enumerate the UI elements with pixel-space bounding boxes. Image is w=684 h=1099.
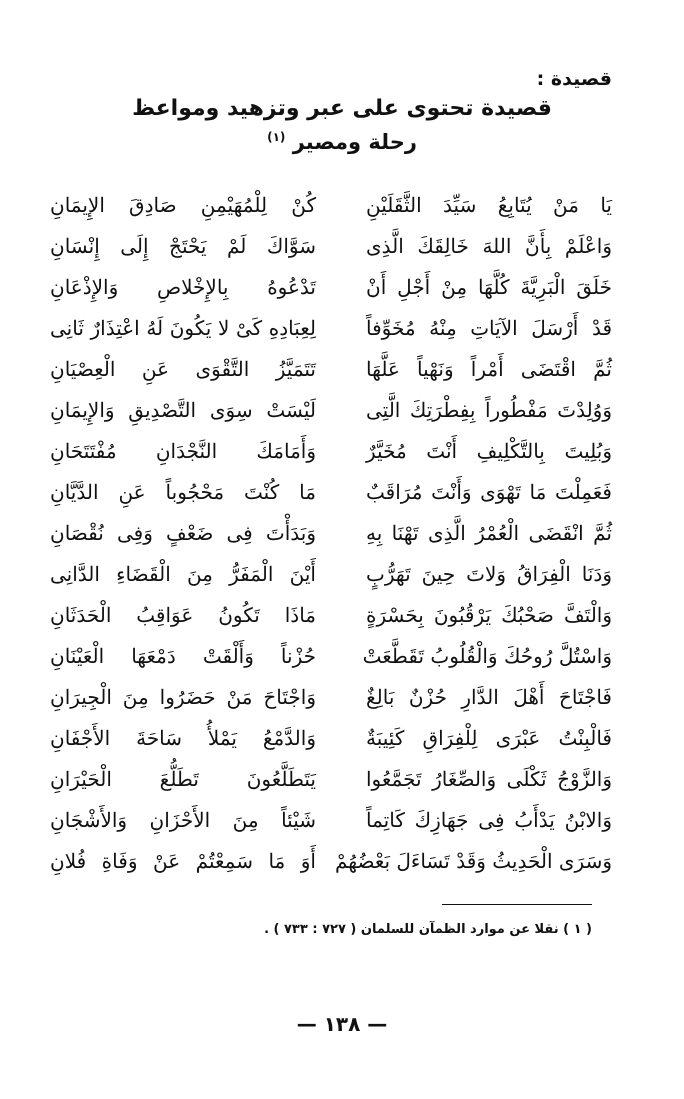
verse-first-hemistich: فَالْبِنْتُ عَبْرَى لِلْفِرَاقِ كَئِيبَةٌ xyxy=(366,726,612,750)
footnote-marker: (١) xyxy=(267,130,286,144)
verse-first-hemistich: وَالابْنُ يَدْأَبُ فِى جَهَازِكَ كَاتِماً xyxy=(366,808,612,832)
verse-line xyxy=(50,554,612,595)
verse-second-hemistich: أَيْنَ الْمَفَرُّ مِنَ الْقَضَاءِ الدَّانِى xyxy=(50,562,316,586)
subtitle-text: رحلة ومصير xyxy=(292,130,417,154)
section-label: قصيدة : xyxy=(536,68,612,90)
verse-second-hemistich: مَا كُنْتَ مَحْجُوباً عَنِ الدَّيَّانِ xyxy=(50,480,316,504)
verse-line xyxy=(50,718,612,759)
verse-first-hemistich: قَدْ أَرْسَلَ الآيَاتِ مِنْهُ مُخَوِّفاً xyxy=(366,316,612,340)
verse-line xyxy=(50,390,612,431)
verse-line xyxy=(50,349,612,390)
footnote-divider xyxy=(442,904,592,905)
verse-line xyxy=(50,595,612,636)
verse-second-hemistich: لِعِبَادِهِ كَىْ لا يَكُونَ لَهُ اعْتِذَارٌ ثَانِى xyxy=(50,316,316,340)
verse-first-hemistich: وَاسْتُلَّ رُوحُكَ وَالْقُلُوبُ تَقَطَّعَتْ xyxy=(362,644,612,668)
verse-line xyxy=(50,513,612,554)
verse-first-hemistich: وَوُلِدْتَ مَفْطُوراً بِفِطْرَتِكَ الَّتِى xyxy=(366,398,612,422)
page-number: — ١٣٨ — xyxy=(296,1012,388,1036)
verse-first-hemistich: يَا مَنْ يُتَابِعُ سَيِّدَ الثَّقَلَيْنِ xyxy=(366,193,612,217)
verse-first-hemistich: خَلَقَ الْبَرِيَّةَ كُلَّهَا مِنْ أَجْلِ أَنْ xyxy=(366,275,612,299)
verse-first-hemistich: وَسَرَى الْحَدِيثُ وَقَدْ تَسَاءَلَ بَعْضُهُمْ xyxy=(334,849,612,873)
verse-second-hemistich: تَتَمَيَّزُ التَّقْوَى عَنِ الْعِصْيَانِ xyxy=(50,357,316,381)
verse-second-hemistich: لَيْسَتْ سِوَى التَّصْدِيقِ وَالإِيمَانِ xyxy=(50,398,316,422)
verse-second-hemistich: حُزْناً وَأَلْقَتْ دَمْعَهَا الْعَيْنَانِ xyxy=(50,644,316,668)
verse-second-hemistich: أَوَ مَا سَمِعْتُمْ عَنْ وَفَاةِ فُلانِ xyxy=(50,849,316,873)
verse-line xyxy=(50,472,612,513)
footnote: ( ١ ) نقلا عن موارد الظمآن للسلمان ( ٧٢٧ : ٧٣٣ ) . xyxy=(264,922,592,937)
verse-second-hemistich: كُنْ لِلْمُهَيْمِنِ صَادِقَ الإِيمَانِ xyxy=(50,193,316,217)
verse-first-hemistich: فَعَمِلْتَ مَا تَهْوَى وَأَنْتَ مُرَاقَبٌ xyxy=(366,480,612,504)
verse-first-hemistich: ثُمَّ انْقَضَى الْعُمْرُ الَّذِى تَهْنَا بِهِ xyxy=(366,521,612,545)
verse-first-hemistich: فَاجْتَاحَ أَهْلَ الدَّارِ حُزْنٌ بَالِغٌ xyxy=(366,685,612,709)
poem-subtitle xyxy=(0,130,684,154)
verse-line xyxy=(50,431,612,472)
verse-second-hemistich: وَالدَّمْعُ يَمْلأُ سَاحَةَ الأَجْفَانِ xyxy=(50,726,316,750)
verse-line xyxy=(50,636,612,677)
verse-line xyxy=(50,759,612,800)
verse-second-hemistich: تَدْعُوهُ بِالإِخْلاصِ وَالإِذْعَانِ xyxy=(50,275,316,299)
verse-first-hemistich: وَاعْلَمْ بِأَنَّ اللهَ خَالِقَكَ الَّذِى xyxy=(366,234,612,258)
verse-first-hemistich: وَدَنَا الْفِرَاقُ وَلاتَ حِينَ تَهَرُّبٍ xyxy=(366,562,612,586)
verse-line xyxy=(50,800,612,841)
verse-first-hemistich: وَبُلِيتَ بِالتَّكْلِيفِ أَنْتَ مُخَيَّرٌ xyxy=(366,439,612,463)
verse-first-hemistich: ثُمَّ اقْتَضَى أَمْراً وَنَهْياً عَلَّهَا xyxy=(366,357,612,381)
verse-second-hemistich: وَأَمَامَكَ النَّجْدَانِ مُفْتَتَحَانِ xyxy=(50,439,316,463)
verse-line xyxy=(50,677,612,718)
verse-line xyxy=(50,185,612,226)
verse-line xyxy=(50,308,612,349)
verse-second-hemistich: سَوَّاكَ لَمْ يَحْتَجْ إِلَى إِنْسَانِ xyxy=(50,234,316,258)
verse-line xyxy=(50,267,612,308)
verse-first-hemistich: وَالْتَفَّ صَحْبُكَ يَرْقُبُونَ بِحَسْرَةٍ xyxy=(366,603,612,627)
poem-body xyxy=(50,185,612,882)
poem-title: قصيدة تحتوى على عبر وتزهيد ومواعظ xyxy=(132,96,552,121)
verse-line xyxy=(50,226,612,267)
verse-second-hemistich: وَاجْتَاحَ مَنْ حَضَرُوا مِنَ الْجِيرَانِ xyxy=(50,685,316,709)
verse-second-hemistich: شَيْئاً مِنَ الأَحْزَانِ وَالأَشْجَانِ xyxy=(50,808,316,832)
verse-line xyxy=(50,841,612,882)
verse-second-hemistich: مَاذَا تَكُونُ عَوَاقِبُ الْحَدَثَانِ xyxy=(50,603,316,627)
verse-second-hemistich: يَتَطَلَّعُونَ تَطَلُّعَ الْحَيْرَانِ xyxy=(50,767,316,791)
verse-second-hemistich: وَبَدَأْتَ فِى ضَعْفٍ وَفِى نُقْصَانِ xyxy=(50,521,316,545)
verse-first-hemistich: وَالزَّوْجُ ثَكْلَى وَالصِّغَارُ تَجَمَّعُوا xyxy=(366,767,612,791)
